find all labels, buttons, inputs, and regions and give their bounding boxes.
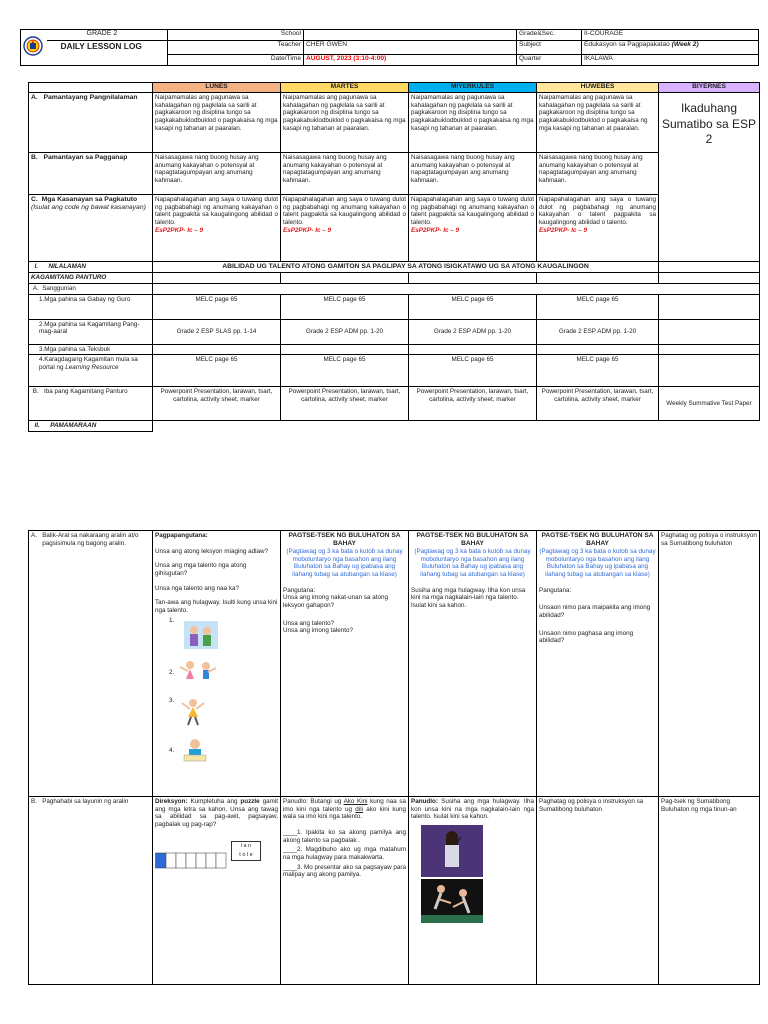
mon-q2: Unsa ang mga talento nga atong gihisgutan? <box>155 562 247 578</box>
tue-item-2: ____2. Magdibuho ako ug mga matahum na mga hulagway para makakwarta. <box>283 846 406 862</box>
kagamitang-pang-mag-aaral-label: 2.Mga pahina sa Kagamitang Pang-mag-aaral <box>29 319 153 344</box>
karagdagang-label: 4.Karagdagang Kagamitan mula sa portal ng Learning Resource <box>29 355 153 387</box>
deped-seal-cell <box>21 30 47 66</box>
pmaaral-lunes: Grade 2 ESP SLAS pp. 1-14 <box>153 319 281 344</box>
mon-q4: Tan-awa ang hulagway. Isulti kung unsa kini nga talento. <box>155 599 278 615</box>
day-martes: MARTES <box>281 83 409 93</box>
sanggunian-label: A. Sanggunian <box>29 283 153 294</box>
pagtsek-title-miyerkules: PAGTSE-TSEK NG BULUHATON SA BAHAY <box>416 532 529 548</box>
thu-pangutana: Pangutana: <box>539 586 572 594</box>
pagtsek-note-miyerkules: (Pagtawag og 3 ka bata o kutob sa dunay moboluntaryo nga basahon ang ilang Buluhaton sa Bahay ug ipabasa ang ilahang tubag sa atubangan sa klase) <box>414 548 531 579</box>
row-a-miyerkules: Naipamamalas ang pagunawa sa kahalagahan ng pagkilala sa sarili at pagkakaroon ng disiplina tungo sa pagkakabuklodbuklod o pagkakaisa ng mga kasapi ng tahanan at paaralan. <box>409 93 537 153</box>
iba-pang-miyerkules: Powerpoint Presentation, larawan, tsart, cartolina, activity sheet, marker <box>409 387 537 421</box>
iba-pang-label: B. Iba pang Kagamitang Panturo <box>29 387 153 421</box>
friday-summative-title: Ikaduhang Sumatibo sa ESP 2 <box>659 93 760 262</box>
paghahabi-miyerkules: Panudlo: Susiha ang mga hulagway. Ilha kon unsa kini na mga nagkalain-lain nga talento. Isulat kini sa kahon. <box>409 797 537 985</box>
iba-pang-huwebes: Powerpoint Presentation, larawan, tsart, cartolina, activity sheet, marker <box>537 387 659 421</box>
row-b-label: B. Pamantayan sa Pagganap <box>29 153 153 195</box>
gabay-lunes: MELC page 65 <box>153 294 281 319</box>
pagpapangutana-title: Pagpapangutana: <box>155 532 208 539</box>
gradesec-value: II-COURAGE <box>582 30 759 41</box>
paghahabi-martes: Panudlo: Butangi ug Ako Kini kung naa sa imo kini nga talento ug dili ako kini kung wala sa imo kini nga talento. ____1. Ipakita ko sa akong pamilya ang akong talento sa pagbalak . ____2. Magdibuho ako ug mga matahum na mga hulagway para makakwarta. ____3. Mo presentar ako sa pagsayaw para malipay ang akong pamilya. <box>281 797 409 985</box>
pagtsek-title-martes: PAGTSE-TSEK NG BULUHATON SA BAHAY <box>288 532 401 548</box>
row-b-miyerkules: Naisasagawa nang buong husay ang anumang kakayahan o potensyal at napagtatagumpayan ang anumang kahinaan. <box>409 153 537 195</box>
tue-q1: Unsa ang imong nakat-unan sa atong leksyon gahapon? <box>283 594 389 610</box>
row-b-lunes: Naisasagawa nang buong husay ang anumang kakayahan o potensyal at napagtatagumpayan ang anumang kahinaan. <box>153 153 281 195</box>
day-huwebes: HUWEBES <box>537 83 659 93</box>
school-value <box>304 30 517 41</box>
singing-kids-picture <box>184 621 218 649</box>
karagdagang-martes: MELC page 65 <box>281 355 409 387</box>
drawing-kid-picture <box>180 737 210 763</box>
row-c-label: C. Mga Kasanayan sa Pagkatuto (Isulat ang code ng bawat kasanayan) <box>29 195 153 262</box>
subject-name: Edukasyon sa Pagpapakatao <box>584 41 670 48</box>
balik-biyernes: Paghatag og polisya o instruksyon sa Sumatibong buluhaton <box>659 531 760 797</box>
tue-q2: Unsa ang talento? <box>283 619 335 627</box>
pmaaral-huwebes: Grade 2 ESP ADM pp. 1-20 <box>537 319 659 344</box>
karagdagang-huwebes: MELC page 65 <box>537 355 659 387</box>
balik-aral-label: A. Balik-Aral sa nakaraang aralin at/o pagsisimula ng bagong aralin. <box>29 531 153 797</box>
row-a-martes: Naipamamalas ang pagunawa sa kahalagahan ng pagkilala sa sarili at pagkakaroon ng disiplina tungo sa pagkakabuklodbuklod o pagkakaisa ng mga kasapi ng tahanan at paaralan. <box>281 93 409 153</box>
pmaaral-miyerkules: Grade 2 ESP ADM pp. 1-20 <box>409 319 537 344</box>
iba-pang-martes: Powerpoint Presentation, larawan, tsart, cartolina, activity sheet, marker <box>281 387 409 421</box>
tue-pangutana: Pangutana: <box>283 586 316 594</box>
nilalaman-label: I. NILALAMAN <box>29 262 153 273</box>
pagtsek-note-huwebes: (Pagtawag og 3 ka bata o kutob sa dunay moboluntaryo nga basahon ang ilang Buluhaton sa Bahay ug ipabasa ang ilahang tubag sa atubangan sa klase) <box>539 548 656 579</box>
quarter-value: IKALAWA <box>582 55 759 66</box>
grade-label: GRADE 2 <box>47 30 168 41</box>
day-biyernes: BIYERNES <box>659 83 760 93</box>
balik-miyerkules <box>409 531 537 797</box>
code-lunes: EsP2PKP- Ic – 9 <box>155 226 203 234</box>
pagtsek-note-martes: (Pagtawag og 3 ka bata o kutob sa dunay moboluntaryo nga basahon ang ilang Buluhaton sa Bahay ug ipabasa ang ilahang tubag sa atubangan sa klase) <box>286 548 403 579</box>
deped-seal-icon <box>23 32 43 60</box>
school-label: School <box>168 30 304 41</box>
pamamaraan-label: II. PAMAMARAAN <box>29 421 153 432</box>
row-c-lunes: Napapahalagahan ang saya o tuwang dulot ng pagbabahagi ng anumang kakayahan o talent pagpakita sa kaugalingong abilidad o talento. EsP2PKP- Ic – 9 <box>153 195 281 262</box>
row-c-martes: Napapahalagahan ang saya o tuwang dulot ng pagbabahagi ng anumang kakayahan o talent pagpakita sa kaugalingong abilidad o talento. EsP2PKP- Ic – 9 <box>281 195 409 262</box>
pmaaral-martes: Grade 2 ESP ADM pp. 1-20 <box>281 319 409 344</box>
dancing-kids-picture <box>178 659 218 687</box>
dancers-photo <box>421 879 483 923</box>
row-b-martes: Naisasagawa nang buong husay ang anumang kakayahan o potensyal at napagtatagumpayan ang anumang kahinaan. <box>281 153 409 195</box>
subject-week: (Week 2) <box>671 41 699 48</box>
day-miyerkules: MIYERKULES <box>409 83 537 93</box>
paghahabi-lunes: Direksyon: Kumpletuha ang puzzle gamit ang mga letra sa kahon. Unsa ang tawag sa abilidad sa pag-awit, pagsayaw, pagbalak ug pag-rap? l a n t o l e <box>153 797 281 985</box>
paghahabi-biyernes: Pag-tsek ng Sumatibong Buluhaton ng mga tinun-an <box>659 797 760 985</box>
thu-q2: Unsaon nimo paghasa ang imong abilidad? <box>539 629 634 645</box>
code-martes: EsP2PKP- Ic – 9 <box>283 226 331 234</box>
mon-q3: Unsa nga talento ang naa ka? <box>155 584 240 592</box>
gabay-label: 1.Mga pahina sa Gabay ng Guro <box>29 294 153 319</box>
balik-lunes <box>153 531 281 797</box>
balik-huwebes <box>537 531 659 797</box>
corner-cell <box>29 83 153 93</box>
karagdagang-miyerkules: MELC page 65 <box>409 355 537 387</box>
thu-q1: Unsaon nimo para maipakita ang imong abilidad? <box>539 604 651 620</box>
gabay-huwebes: MELC page 65 <box>537 294 659 319</box>
datetime-value: AUGUST, 2023 (3:10-4:00) <box>304 55 517 66</box>
subject-label: Subject <box>517 41 582 55</box>
row-b-huwebes: Naisasagawa nang buong husay ang anumang kakayahan o potensyal at napagtatagumpayan ang anumang kahinaan. <box>537 153 659 195</box>
paghahabi-label: B. Paghahabi sa layunin ng aralin <box>29 797 153 985</box>
day-lunes: LUNES <box>153 83 281 93</box>
gradesec-label: Grade&Sec. <box>517 30 582 41</box>
gabay-miyerkules: MELC page 65 <box>409 294 537 319</box>
word-puzzle <box>155 841 278 869</box>
teacher-label: Teacher <box>168 41 304 55</box>
row-a-label: A. Pamantayang Pangnilalaman <box>29 93 153 153</box>
letter-box: l a n t o l e <box>231 841 261 862</box>
teacher-value: CHER GWEN <box>304 41 517 55</box>
nilalaman-text: ABILIDAD UG TALENTO ATONG GAMITON SA PAGLIPAY SA ATONG ISIGKATAWO UG SA ATONG KAUGALINGON <box>153 262 659 273</box>
header-table <box>20 29 759 66</box>
pagtsek-title-huwebes: PAGTSE-TSEK NG BULUHATON SA BAHAY <box>541 532 654 548</box>
tue-item-1: ____1. Ipakita ko sa akong pamilya ang akong talento sa pagbalak . <box>283 829 406 844</box>
tue-q3: Unsa ang imong talento? <box>283 627 354 635</box>
tue-item-3: ____3. Mo presentar ako sa pagsayaw para malipay ang akong pamilya. <box>283 863 406 879</box>
singer-photo <box>421 825 483 877</box>
wed-instruction: Susiha ang mga hulagway. Ilha kon unsa kini na mga nagkalain-lain nga talento. Isulat kini sa kahon. <box>411 586 526 610</box>
code-miyerkules: EsP2PKP- Ic – 9 <box>411 226 459 234</box>
row-c-miyerkules: Napapahalagahan ang saya o tuwang dulot ng pagbabahagi ng anumang kakayahan o talent pagpakita sa kaugalingong abilidad o talento. EsP2PKP- Ic – 9 <box>409 195 537 262</box>
karagdagang-lunes: MELC page 65 <box>153 355 281 387</box>
jumping-kid-picture <box>178 697 208 727</box>
teksbuk-label: 3.Mga pahina sa Teksbuk <box>29 344 153 355</box>
procedure-table <box>28 530 760 985</box>
subject-value <box>582 41 759 55</box>
quarter-label: Quarter <box>517 55 582 66</box>
row-c-huwebes: Napapahalagahan ang saya o tuwang dulot ng pagbabahagi ng anumang kakayahan o talent pagpakita sa kaugalingong abilidad o talento. EsP2PKP- Ic – 9 <box>537 195 659 262</box>
row-a-lunes: Naipamamalas ang pagunawa sa kahalagahan ng pagkilala sa sarili at pagkakaroon ng disiplina tungo sa pagkakabuklodbuklod o pagkakaisa ng mga kasapi ng tahanan at paaralan. <box>153 93 281 153</box>
row-a-huwebes: Naipamamalas ang pagunawa sa kahalagahan ng pagkilala sa sarili at pagkakaroon ng disiplina tungo sa pagkakabuklodbuklod o pagkakaisa ng mga kasapi ng tahanan at paaralan. <box>537 93 659 153</box>
balik-martes <box>281 531 409 797</box>
talent-pictures: 1. 2. 3. 4. <box>169 617 278 763</box>
paghahabi-huwebes: Paghatag og polisya o instruksyon sa Sumatibong buluhaton <box>537 797 659 985</box>
puzzle-boxes <box>155 847 227 869</box>
gabay-martes: MELC page 65 <box>281 294 409 319</box>
iba-pang-lunes: Powerpoint Presentation, larawan, tsart, cartolina, activity sheet, marker <box>153 387 281 421</box>
code-huwebes: EsP2PKP- Ic – 9 <box>539 226 587 234</box>
lesson-log-table <box>28 82 760 432</box>
mon-q1: Unsa ang atong leksyon miaging adlaw? <box>155 547 269 555</box>
datetime-label: Date/Time <box>168 55 304 66</box>
iba-pang-biyernes: Weekly Summative Test Paper <box>659 387 760 421</box>
kagamitan-label: KAGAMITANG PANTURO <box>29 273 153 284</box>
doc-title: DAILY LESSON LOG <box>47 41 168 66</box>
